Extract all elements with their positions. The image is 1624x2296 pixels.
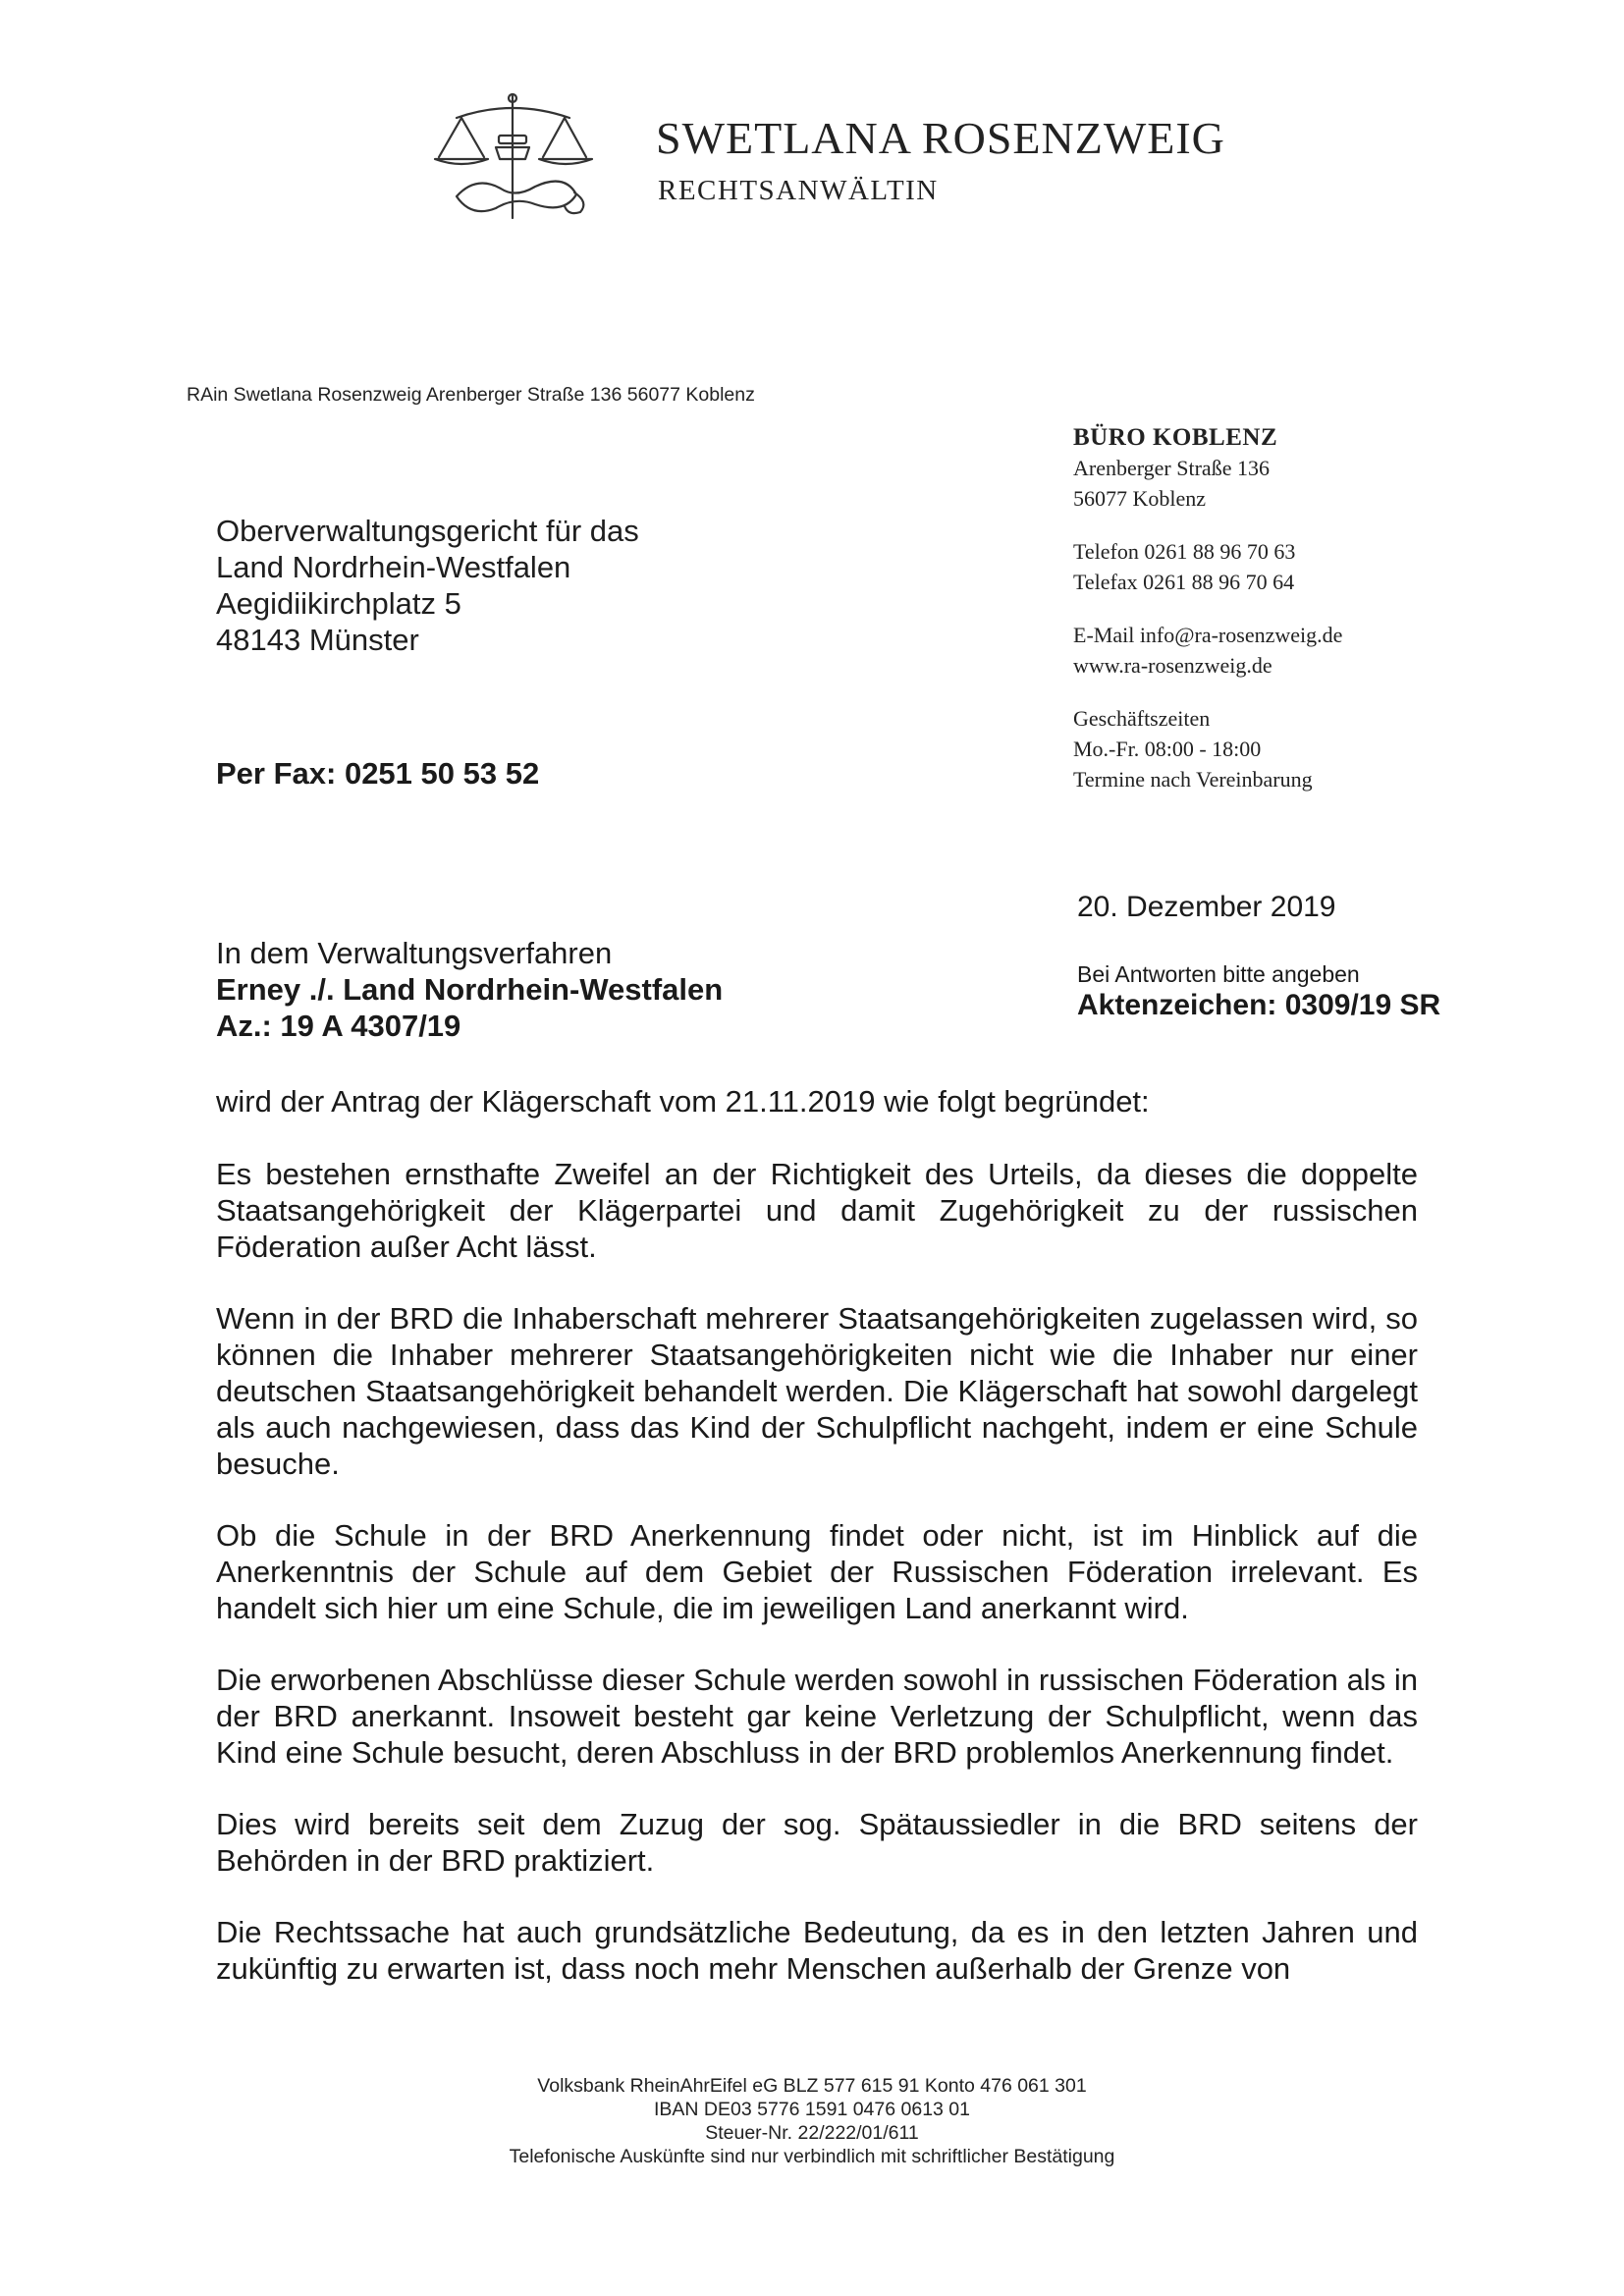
footer-iban: IBAN DE03 5776 1591 0476 0613 01 <box>653 2099 970 2120</box>
case-parties: Erney ./. Land Nordrhein-Westfalen <box>216 972 724 1007</box>
office-info <box>1073 422 1342 794</box>
reference-number: Aktenzeichen: 0309/19 SR <box>1077 989 1441 1021</box>
sender-address-line: RAin Swetlana Rosenzweig Arenberger Straße 136 56077 Koblenz <box>187 384 755 406</box>
body-intro: wird der Antrag der Klägerschaft vom 21.11.2019 wie folgt begründet: <box>216 1084 1150 1119</box>
paragraph: Wenn in der BRD die Inhaberschaft mehrerer Staatsangehörigkeiten zugelassen wird, so können die Inhaber mehrerer Staatsangehörigkeiten nicht wie die Inhaber nur einer deutschen Staatsangehörigkeit behandelt werden. Die Klägerschaft hat sowohl dargelegt als auch nachgewiesen, dass das Kind der Schulpflicht nachgeht, indem er eine Schule besuche. <box>216 1301 1418 1481</box>
footer-bank: Volksbank RheinAhrEifel eG BLZ 577 615 91 Konto 476 061 301 <box>537 2075 1087 2097</box>
office-appointments: Termine nach Vereinbarung <box>1073 767 1313 792</box>
case-file-number: Az.: 19 A 4307/19 <box>216 1009 461 1043</box>
office-city: 56077 Koblenz <box>1073 486 1207 511</box>
fax-number: Per Fax: 0251 50 53 52 <box>216 756 540 791</box>
reference-note: Bei Antworten bitte angeben <box>1077 961 1360 987</box>
case-intro: In dem Verwaltungsverfahren <box>216 936 613 970</box>
body-text <box>216 1156 1418 2022</box>
firm-name: SWETLANA ROSENZWEIG <box>656 113 1225 163</box>
office-email: E-Mail info@ra-rosenzweig.de <box>1073 623 1343 647</box>
footer-tax-number: Steuer-Nr. 22/222/01/611 <box>705 2122 919 2144</box>
office-fax: Telefax 0261 88 96 70 64 <box>1073 570 1295 594</box>
recipient-line: Aegidiikirchplatz 5 <box>216 586 461 621</box>
recipient-line: Oberverwaltungsgericht für das <box>216 514 639 548</box>
office-hours-heading: Geschäftszeiten <box>1073 706 1211 731</box>
office-heading: BÜRO KOBLENZ <box>1073 424 1278 451</box>
case-heading <box>216 935 723 1044</box>
office-street: Arenberger Straße 136 <box>1073 456 1270 480</box>
recipient-line: 48143 Münster <box>216 623 419 657</box>
office-hours: Mo.-Fr. 08:00 - 18:00 <box>1073 737 1262 761</box>
firm-title: RECHTSANWÄLTIN <box>658 175 939 206</box>
office-website: www.ra-rosenzweig.de <box>1073 653 1272 678</box>
footer <box>295 2074 1329 2168</box>
footer-note: Telefonische Auskünfte sind nur verbindlich mit schriftlicher Bestätigung <box>509 2146 1115 2167</box>
paragraph: Dies wird bereits seit dem Zuzug der sog. Spätaussiedler in die BRD seitens der Behörden in der BRD praktiziert. <box>216 1807 1418 1878</box>
scales-of-justice-logo <box>417 88 614 226</box>
recipient-line: Land Nordrhein-Westfalen <box>216 550 571 584</box>
paragraph: Es bestehen ernsthafte Zweifel an der Richtigkeit des Urteils, da dieses die doppelte Staatsangehörigkeit der Klägerpartei und damit Zugehörigkeit zu der russischen Föderation außer Acht lässt. <box>216 1157 1418 1264</box>
paragraph: Ob die Schule in der BRD Anerkennung findet oder nicht, ist im Hinblick auf die Anerkenntnis der Schule auf dem Gebiet der Russischen Föderation irrelevant. Es handelt sich hier um eine Schule, die im jeweiligen Land anerkannt wird. <box>216 1518 1418 1625</box>
paragraph: Die Rechtssache hat auch grundsätzliche Bedeutung, da es in den letzten Jahren und zukünftig zu erwarten ist, dass noch mehr Menschen außerhalb der Grenze von <box>216 1915 1418 1986</box>
recipient-address <box>216 513 639 658</box>
paragraph: Die erworbenen Abschlüsse dieser Schule werden sowohl in russischen Föderation als in der BRD anerkannt. Insoweit besteht gar keine Verletzung der Schulpflicht, wenn das Kind eine Schule besucht, deren Abschluss in der BRD problemlos Anerkennung findet. <box>216 1663 1418 1770</box>
letter-date: 20. Dezember 2019 <box>1077 891 1336 923</box>
office-phone: Telefon 0261 88 96 70 63 <box>1073 539 1296 564</box>
